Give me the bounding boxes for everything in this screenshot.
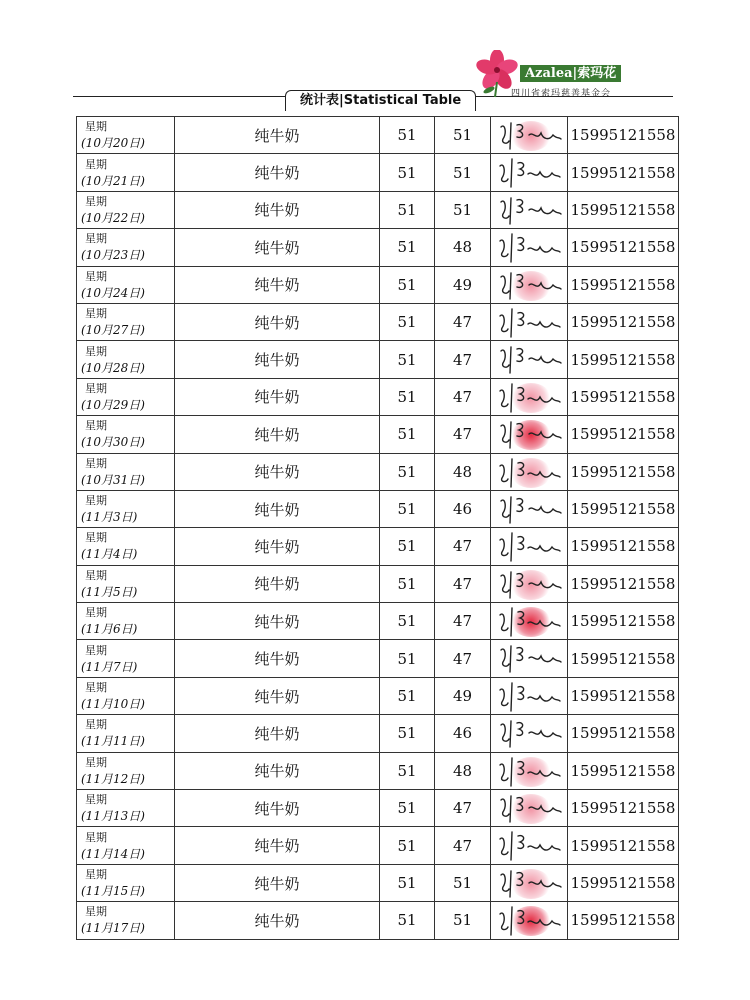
table-row bbox=[77, 790, 679, 827]
actual-count: 48 bbox=[435, 752, 491, 789]
signature-cell bbox=[491, 752, 568, 789]
table-row bbox=[77, 603, 679, 640]
date-value: (10月30日) bbox=[81, 435, 145, 450]
table-row bbox=[77, 341, 679, 378]
weekday-label: 星期 bbox=[85, 793, 107, 807]
weekday-label: 星期 bbox=[85, 868, 107, 881]
weekday-label: 星期 bbox=[85, 344, 107, 358]
signature-cell bbox=[491, 528, 568, 565]
handwritten-signature bbox=[495, 568, 563, 602]
date-cell bbox=[77, 191, 175, 228]
planned-count: 51 bbox=[380, 303, 435, 340]
phone-number: 15995121558 bbox=[568, 864, 679, 901]
signature-cell bbox=[491, 902, 568, 939]
weekday-label: 星期 bbox=[85, 157, 107, 171]
signature-cell bbox=[491, 341, 568, 378]
table-row bbox=[77, 677, 679, 714]
date-cell bbox=[77, 117, 175, 154]
actual-count: 48 bbox=[435, 453, 491, 490]
planned-count: 51 bbox=[380, 416, 435, 453]
weekday-label: 星期 bbox=[85, 381, 107, 395]
actual-count: 47 bbox=[435, 565, 491, 602]
item-name: 纯牛奶 bbox=[175, 528, 380, 565]
item-name: 纯牛奶 bbox=[175, 790, 380, 827]
table-row bbox=[77, 229, 679, 266]
date-cell bbox=[77, 229, 175, 266]
date-value: (10月28日) bbox=[81, 360, 145, 375]
weekday-label: 星期 bbox=[85, 232, 107, 246]
phone-number: 15995121558 bbox=[568, 154, 679, 191]
handwritten-signature bbox=[495, 867, 563, 901]
item-name: 纯牛奶 bbox=[175, 416, 380, 453]
date-value: (10月31日) bbox=[81, 472, 145, 487]
table-row bbox=[77, 416, 679, 453]
weekday-label: 星期 bbox=[85, 905, 107, 919]
date-cell bbox=[77, 490, 175, 527]
phone-number: 15995121558 bbox=[568, 416, 679, 453]
date-value: (11月12日) bbox=[81, 771, 145, 786]
table-row bbox=[77, 827, 679, 864]
table-row bbox=[77, 528, 679, 565]
item-name: 纯牛奶 bbox=[175, 827, 380, 864]
handwritten-signature bbox=[495, 530, 563, 564]
date-cell bbox=[77, 677, 175, 714]
table-row bbox=[77, 565, 679, 602]
table-row bbox=[77, 453, 679, 490]
date-value: (11月15日) bbox=[81, 884, 145, 898]
phone-number: 15995121558 bbox=[568, 117, 679, 154]
phone-number: 15995121558 bbox=[568, 490, 679, 527]
phone-number: 15995121558 bbox=[568, 790, 679, 827]
handwritten-signature bbox=[495, 680, 563, 714]
date-cell bbox=[77, 416, 175, 453]
actual-count: 47 bbox=[435, 640, 491, 677]
weekday-label: 星期 bbox=[85, 456, 107, 470]
planned-count: 51 bbox=[380, 715, 435, 752]
table-row bbox=[77, 154, 679, 191]
table-row bbox=[77, 303, 679, 340]
planned-count: 51 bbox=[380, 117, 435, 154]
weekday-label: 星期 bbox=[85, 419, 107, 433]
actual-count: 47 bbox=[435, 341, 491, 378]
actual-count: 49 bbox=[435, 266, 491, 303]
date-value: (11月17日) bbox=[81, 921, 145, 936]
actual-count: 47 bbox=[435, 790, 491, 827]
planned-count: 51 bbox=[380, 565, 435, 602]
table-row bbox=[77, 752, 679, 789]
date-value: (11月4日) bbox=[81, 547, 138, 562]
statistics-table bbox=[76, 116, 679, 940]
foundation-logo bbox=[475, 50, 635, 100]
handwritten-signature bbox=[495, 642, 563, 676]
date-value: (11月5日) bbox=[81, 584, 138, 599]
item-name: 纯牛奶 bbox=[175, 191, 380, 228]
planned-count: 51 bbox=[380, 378, 435, 415]
table-row bbox=[77, 864, 679, 901]
table-row bbox=[77, 490, 679, 527]
table-row bbox=[77, 378, 679, 415]
item-name: 纯牛奶 bbox=[175, 715, 380, 752]
date-value: (11月11日) bbox=[81, 734, 145, 749]
date-cell bbox=[77, 528, 175, 565]
phone-number: 15995121558 bbox=[568, 266, 679, 303]
phone-number: 15995121558 bbox=[568, 453, 679, 490]
weekday-label: 星期 bbox=[85, 194, 107, 208]
signature-cell bbox=[491, 229, 568, 266]
actual-count: 47 bbox=[435, 528, 491, 565]
item-name: 纯牛奶 bbox=[175, 229, 380, 266]
phone-number: 15995121558 bbox=[568, 752, 679, 789]
table-row bbox=[77, 715, 679, 752]
handwritten-signature bbox=[495, 119, 563, 153]
date-value: (11月10日) bbox=[81, 697, 145, 712]
date-value: (11月6日) bbox=[81, 622, 138, 637]
date-value: (10月24日) bbox=[81, 285, 145, 300]
phone-number: 15995121558 bbox=[568, 528, 679, 565]
item-name: 纯牛奶 bbox=[175, 154, 380, 191]
weekday-label: 星期 bbox=[85, 269, 107, 283]
date-cell bbox=[77, 565, 175, 602]
phone-number: 15995121558 bbox=[568, 378, 679, 415]
phone-number: 15995121558 bbox=[568, 640, 679, 677]
date-value: (11月14日) bbox=[81, 846, 145, 861]
logo-brand-text: Azalea|索玛花 bbox=[520, 65, 621, 82]
date-value: (10月27日) bbox=[81, 323, 145, 338]
handwritten-signature bbox=[495, 231, 563, 265]
planned-count: 51 bbox=[380, 677, 435, 714]
weekday-label: 星期 bbox=[85, 307, 107, 321]
signature-cell bbox=[491, 490, 568, 527]
actual-count: 47 bbox=[435, 603, 491, 640]
phone-number: 15995121558 bbox=[568, 715, 679, 752]
signature-cell bbox=[491, 303, 568, 340]
planned-count: 51 bbox=[380, 827, 435, 864]
handwritten-signature bbox=[495, 904, 563, 938]
signature-cell bbox=[491, 453, 568, 490]
table-row bbox=[77, 117, 679, 154]
item-name: 纯牛奶 bbox=[175, 640, 380, 677]
date-value: (10月20日) bbox=[81, 136, 145, 151]
handwritten-signature bbox=[495, 493, 563, 527]
handwritten-signature bbox=[495, 456, 563, 490]
item-name: 纯牛奶 bbox=[175, 864, 380, 901]
handwritten-signature bbox=[495, 156, 563, 190]
weekday-label: 星期 bbox=[85, 568, 107, 582]
date-cell bbox=[77, 453, 175, 490]
date-value: (11月13日) bbox=[81, 809, 145, 824]
date-cell bbox=[77, 752, 175, 789]
planned-count: 51 bbox=[380, 752, 435, 789]
planned-count: 51 bbox=[380, 341, 435, 378]
item-name: 纯牛奶 bbox=[175, 677, 380, 714]
planned-count: 51 bbox=[380, 490, 435, 527]
date-cell bbox=[77, 864, 175, 901]
signature-cell bbox=[491, 117, 568, 154]
page-title: 统计表|Statistical Table bbox=[285, 90, 476, 111]
date-value: (11月3日) bbox=[81, 510, 138, 525]
weekday-label: 星期 bbox=[85, 755, 107, 769]
date-cell bbox=[77, 266, 175, 303]
item-name: 纯牛奶 bbox=[175, 117, 380, 154]
date-value: (10月23日) bbox=[81, 248, 145, 263]
weekday-label: 星期 bbox=[85, 606, 107, 620]
weekday-label: 星期 bbox=[85, 531, 107, 545]
actual-count: 51 bbox=[435, 864, 491, 901]
date-value: (10月29日) bbox=[81, 397, 145, 412]
handwritten-signature bbox=[495, 717, 563, 751]
phone-number: 15995121558 bbox=[568, 229, 679, 266]
actual-count: 48 bbox=[435, 229, 491, 266]
date-cell bbox=[77, 341, 175, 378]
planned-count: 51 bbox=[380, 528, 435, 565]
signature-cell bbox=[491, 191, 568, 228]
actual-count: 51 bbox=[435, 117, 491, 154]
planned-count: 51 bbox=[380, 229, 435, 266]
date-value: (11月7日) bbox=[81, 659, 138, 674]
date-cell bbox=[77, 303, 175, 340]
actual-count: 51 bbox=[435, 154, 491, 191]
date-cell bbox=[77, 790, 175, 827]
table-row bbox=[77, 902, 679, 939]
date-cell bbox=[77, 827, 175, 864]
item-name: 纯牛奶 bbox=[175, 603, 380, 640]
signature-cell bbox=[491, 378, 568, 415]
date-value: (10月22日) bbox=[81, 210, 145, 225]
planned-count: 51 bbox=[380, 603, 435, 640]
table-row bbox=[77, 640, 679, 677]
handwritten-signature bbox=[495, 829, 563, 863]
handwritten-signature bbox=[495, 605, 563, 639]
planned-count: 51 bbox=[380, 154, 435, 191]
signature-cell bbox=[491, 154, 568, 191]
handwritten-signature bbox=[495, 418, 563, 452]
phone-number: 15995121558 bbox=[568, 902, 679, 939]
planned-count: 51 bbox=[380, 864, 435, 901]
weekday-label: 星期 bbox=[85, 718, 107, 732]
phone-number: 15995121558 bbox=[568, 677, 679, 714]
item-name: 纯牛奶 bbox=[175, 902, 380, 939]
handwritten-signature bbox=[495, 306, 563, 340]
handwritten-signature bbox=[495, 343, 563, 377]
weekday-label: 星期 bbox=[85, 830, 107, 844]
handwritten-signature bbox=[495, 269, 563, 303]
phone-number: 15995121558 bbox=[568, 565, 679, 602]
weekday-label: 星期 bbox=[85, 494, 107, 508]
phone-number: 15995121558 bbox=[568, 303, 679, 340]
actual-count: 47 bbox=[435, 827, 491, 864]
date-cell bbox=[77, 378, 175, 415]
actual-count: 46 bbox=[435, 715, 491, 752]
planned-count: 51 bbox=[380, 790, 435, 827]
signature-cell bbox=[491, 715, 568, 752]
actual-count: 47 bbox=[435, 378, 491, 415]
actual-count: 49 bbox=[435, 677, 491, 714]
signature-cell bbox=[491, 790, 568, 827]
item-name: 纯牛奶 bbox=[175, 378, 380, 415]
item-name: 纯牛奶 bbox=[175, 752, 380, 789]
weekday-label: 星期 bbox=[85, 681, 107, 695]
weekday-label: 星期 bbox=[85, 643, 107, 657]
item-name: 纯牛奶 bbox=[175, 266, 380, 303]
item-name: 纯牛奶 bbox=[175, 490, 380, 527]
handwritten-signature bbox=[495, 792, 563, 826]
item-name: 纯牛奶 bbox=[175, 341, 380, 378]
item-name: 纯牛奶 bbox=[175, 303, 380, 340]
phone-number: 15995121558 bbox=[568, 191, 679, 228]
signature-cell bbox=[491, 677, 568, 714]
planned-count: 51 bbox=[380, 640, 435, 677]
date-cell bbox=[77, 640, 175, 677]
table-row bbox=[77, 191, 679, 228]
actual-count: 46 bbox=[435, 490, 491, 527]
actual-count: 47 bbox=[435, 303, 491, 340]
signature-cell bbox=[491, 603, 568, 640]
signature-cell bbox=[491, 416, 568, 453]
signature-cell bbox=[491, 864, 568, 901]
date-cell bbox=[77, 154, 175, 191]
item-name: 纯牛奶 bbox=[175, 453, 380, 490]
planned-count: 51 bbox=[380, 902, 435, 939]
signature-cell bbox=[491, 266, 568, 303]
handwritten-signature bbox=[495, 194, 563, 228]
planned-count: 51 bbox=[380, 191, 435, 228]
signature-cell bbox=[491, 565, 568, 602]
phone-number: 15995121558 bbox=[568, 603, 679, 640]
table-row bbox=[77, 266, 679, 303]
date-cell bbox=[77, 603, 175, 640]
signature-cell bbox=[491, 640, 568, 677]
signature-cell bbox=[491, 827, 568, 864]
actual-count: 51 bbox=[435, 191, 491, 228]
handwritten-signature bbox=[495, 381, 563, 415]
weekday-label: 星期 bbox=[85, 120, 107, 134]
actual-count: 47 bbox=[435, 416, 491, 453]
handwritten-signature bbox=[495, 755, 563, 789]
phone-number: 15995121558 bbox=[568, 341, 679, 378]
logo-foundation-name: 四川省索玛慈善基金会 bbox=[511, 89, 612, 99]
date-cell bbox=[77, 902, 175, 939]
item-name: 纯牛奶 bbox=[175, 565, 380, 602]
planned-count: 51 bbox=[380, 266, 435, 303]
phone-number: 15995121558 bbox=[568, 827, 679, 864]
date-cell bbox=[77, 715, 175, 752]
actual-count: 51 bbox=[435, 902, 491, 939]
planned-count: 51 bbox=[380, 453, 435, 490]
date-value: (10月21日) bbox=[81, 173, 145, 188]
